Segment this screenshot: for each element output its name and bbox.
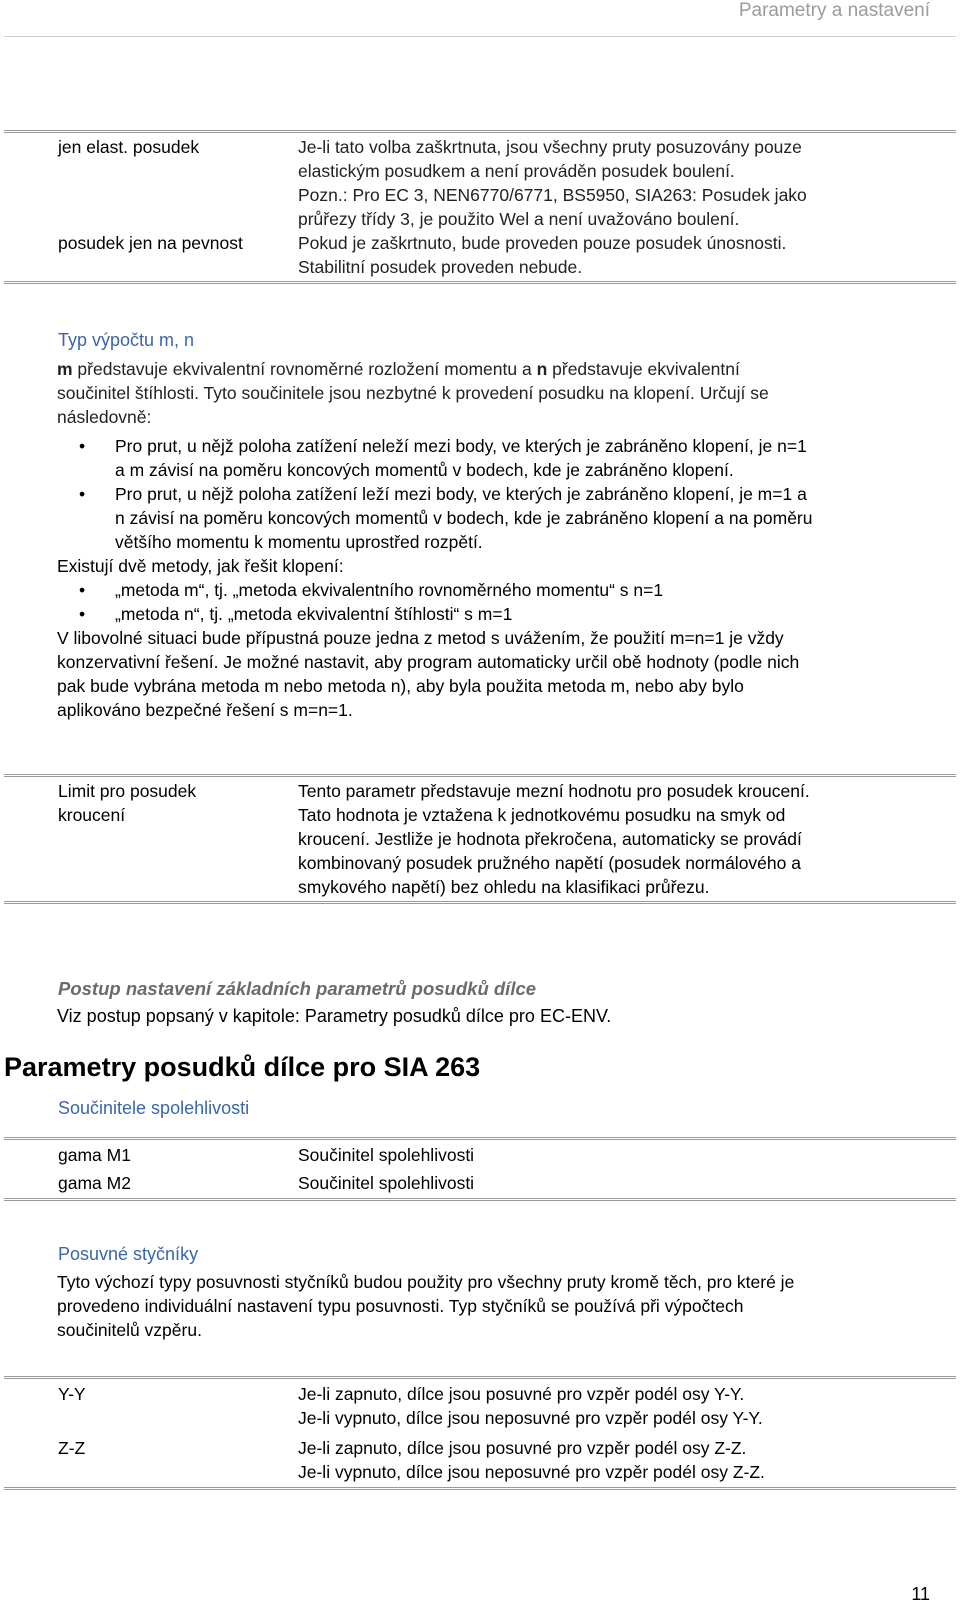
torsion-limit-table bbox=[4, 774, 956, 904]
param-description: Součinitel spolehlivosti bbox=[298, 1173, 475, 1193]
options-table bbox=[4, 130, 956, 284]
list-item: • Pro prut, u nějž poloha zatížení neleží mezi body, ve kterých je zabráněno klopení, je n=1 a m závisí na poměru koncových momentů v bodech, kde je zabráněno klopení. bbox=[79, 436, 807, 480]
intro-line: m představuje ekvivalentní rovnoměrné rozložení momentu a n představuje ekvivalentní bbox=[57, 359, 740, 379]
bullet-icon: • bbox=[79, 580, 86, 600]
table-row bbox=[4, 1139, 956, 1168]
bullet-list bbox=[57, 434, 937, 554]
bullet-icon: • bbox=[79, 604, 86, 624]
param-description: Součinitel spolehlivosti bbox=[298, 1145, 475, 1165]
section-heading-posuvne: Posuvné styčníky bbox=[58, 1244, 199, 1264]
param-description: Je-li tato volba zaškrtnuta, jsou všechny pruty posuzovány pouze elastickým posudkem a není prováděn posudek boulení. Pozn.: Pro EC 3, NEN6770/6771, BS5950, SIA263: Posudek jako průřezy třídy 3, je použito Wel a není uvažováno boulení. bbox=[298, 137, 807, 229]
running-header: Parametry a nastavení bbox=[738, 0, 930, 21]
posuvne-text: Tyto výchozí typy posuvnosti styčníků budou použity pro všechny pruty kromě těch, pro které je provedeno individuální nastavení typu posuvnosti. Typ styčníků se používá při výpočtech součinitelů vzpěru. bbox=[57, 1272, 795, 1340]
section-heading-spolehlivost: Součinitele spolehlivosti bbox=[58, 1098, 250, 1118]
closing-line: pak bude vybrána metoda m nebo metoda n), aby byla použita metoda m, nebo aby bylo bbox=[57, 676, 744, 696]
table-row bbox=[4, 1430, 956, 1489]
closing-line: V libovolné situaci bude přípustná pouze jedna z metod s uvážením, že použití m=n=1 je vždy bbox=[57, 628, 784, 648]
intro-line: součinitel štíhlosti. Tyto součinitele jsou nezbytné k provedení posudku na klopení. Určují se bbox=[57, 383, 769, 403]
page-title: Parametry posudků dílce pro SIA 263 bbox=[4, 1052, 481, 1082]
postup-text: Viz postup popsaný v kapitole: Parametry posudků dílce pro EC-ENV. bbox=[57, 1006, 612, 1026]
page-number: 11 bbox=[911, 1584, 930, 1604]
table-row bbox=[4, 132, 956, 232]
typ-section-body bbox=[57, 357, 937, 722]
section-heading-typ: Typ výpočtu m, n bbox=[58, 330, 195, 350]
list-item: • Pro prut, u nějž poloha zatížení leží mezi body, ve kterých je zabráněno klopení, je m=1 a n závisí na poměru koncových momentů v bodech, kde je zabráněno klopení a na poměru většího momentu k momentu uprostřed rozpětí. bbox=[79, 484, 813, 552]
param-name: Z-Z bbox=[58, 1438, 86, 1458]
methods-list bbox=[57, 578, 937, 626]
closing-line: konzervativní řešení. Je možné nastavit, aby program automaticky určil obě hodnoty (podle nich bbox=[57, 652, 800, 672]
bullet-icon: • bbox=[79, 436, 86, 456]
param-name: Limit pro posudek kroucení bbox=[58, 781, 197, 825]
closing-line: aplikováno bezpečné řešení s m=n=1. bbox=[57, 700, 353, 720]
param-name: Y-Y bbox=[58, 1384, 86, 1404]
param-description: Je-li zapnuto, dílce jsou posuvné pro vzpěr podél osy Z-Z. Je-li vypnuto, dílce jsou neposuvné pro vzpěr podél osy Z-Z. bbox=[298, 1438, 765, 1482]
table-row bbox=[4, 776, 956, 903]
intro-line: následovně: bbox=[57, 407, 152, 427]
postup-heading: Postup nastavení základních parametrů posudků dílce bbox=[58, 978, 537, 999]
methods-intro: Existují dvě metody, jak řešit klopení: bbox=[57, 556, 344, 576]
safety-factors-table bbox=[4, 1137, 956, 1201]
param-name: gama M1 bbox=[58, 1145, 131, 1165]
param-name: jen elast. posudek bbox=[58, 137, 200, 157]
table-row bbox=[4, 231, 956, 283]
param-name: gama M2 bbox=[58, 1173, 131, 1193]
bullet-icon: • bbox=[79, 484, 86, 504]
table-row bbox=[4, 1167, 956, 1200]
sway-table bbox=[4, 1376, 956, 1490]
param-description: Je-li zapnuto, dílce jsou posuvné pro vzpěr podél osy Y-Y. Je-li vypnuto, dílce jsou neposuvné pro vzpěr podél osy Y-Y. bbox=[298, 1384, 763, 1428]
param-name: posudek jen na pevnost bbox=[58, 233, 243, 253]
param-description: Pokud je zaškrtnuto, bude proveden pouze posudek únosnosti. Stabilitní posudek proveden nebude. bbox=[298, 233, 787, 277]
list-item: • „metoda n“, tj. „metoda ekvivalentní štíhlosti“ s m=1 bbox=[79, 604, 513, 624]
param-description: Tento parametr představuje mezní hodnotu pro posudek kroucení. Tato hodnota je vztažena k jednotkovému posudku na smyk od kroucení. Jestliže je hodnota překročena, automaticky se provádí kombinovaný posudek pružného napětí (posudek normálového a smykového napětí) bez ohledu na klasifikaci průřezu. bbox=[298, 781, 810, 897]
table-row bbox=[4, 1378, 956, 1431]
list-item: • „metoda m“, tj. „metoda ekvivalentního rovnoměrného momentu“ s n=1 bbox=[79, 580, 664, 600]
header-divider bbox=[4, 36, 956, 37]
